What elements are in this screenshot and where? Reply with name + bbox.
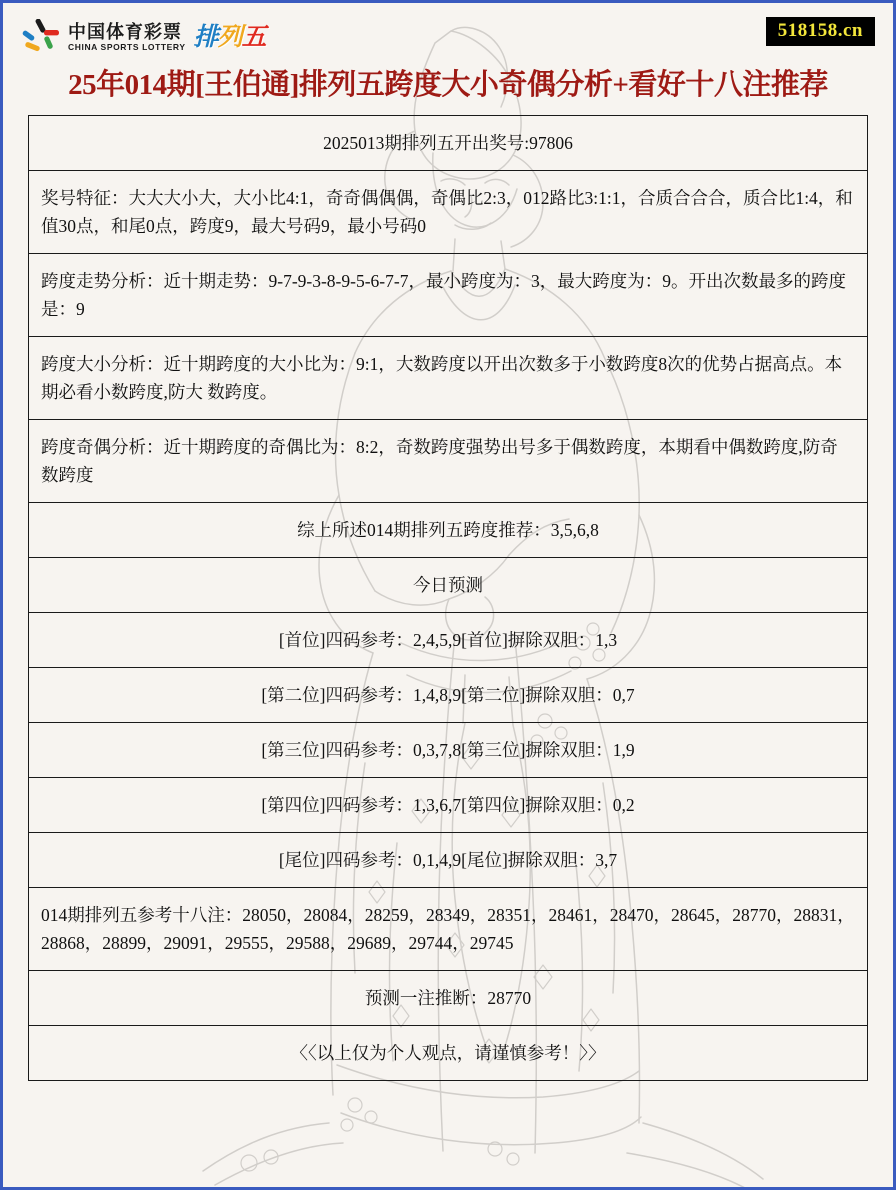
game-name-char-2: 列	[217, 23, 242, 51]
single-bet-prediction: 预测一注推断：28770	[29, 971, 868, 1026]
table-row	[29, 1026, 868, 1081]
position-3-prediction: [第三位]四码参考：0,3,7,8[第三位]摒除双胆：1,9	[29, 723, 868, 778]
analysis-table-body	[29, 116, 868, 1081]
position-5-prediction: [尾位]四码参考：0,1,4,9[尾位]摒除双胆：3,7	[29, 833, 868, 888]
table-row	[29, 668, 868, 723]
number-features: 奖号特征：大大大小大，大小比4:1，奇奇偶偶偶，奇偶比2:3，012路比3:1:1，合质合合合，质合比1:4，和值30点，和尾0点，跨度9，最大号码9，最小号码0	[29, 171, 868, 254]
span-bigsmall-analysis: 跨度大小分析：近十期跨度的大小比为：9:1，大数跨度以开出次数多于小数跨度8次的优势占据高点。本期必看小数跨度,防大 数跨度。	[29, 337, 868, 420]
table-row	[29, 723, 868, 778]
table-row	[29, 116, 868, 171]
today-prediction-heading: 今日预测	[29, 558, 868, 613]
page-title: 25年014期[王伯通]排列五跨度大小奇偶分析+看好十八注推荐	[68, 69, 828, 101]
china-sports-lottery-mark-icon	[21, 19, 61, 55]
position-2-prediction: [第二位]四码参考：1,4,8,9[第二位]摒除双胆：0,7	[29, 668, 868, 723]
table-row	[29, 558, 868, 613]
brand-name-en: CHINA SPORTS LOTTERY	[68, 41, 186, 52]
analysis-table	[28, 115, 868, 1081]
site-watermark-badge: 518158.cn	[766, 17, 875, 46]
disclaimer: 〈〈以上仅为个人观点，请谨慎参考！〉〉	[29, 1026, 868, 1081]
table-row	[29, 337, 868, 420]
table-row	[29, 171, 868, 254]
table-row	[29, 613, 868, 668]
position-4-prediction: [第四位]四码参考：1,3,6,7[第四位]摒除双胆：0,2	[29, 778, 868, 833]
span-oddeven-analysis: 跨度奇偶分析：近十期跨度的奇偶比为：8:2，奇数跨度强势出号多于偶数跨度，本期看中偶数跨度,防奇 数跨度	[29, 420, 868, 503]
table-row	[29, 971, 868, 1026]
span-recommendation: 综上所述014期排列五跨度推荐：3,5,6,8	[29, 503, 868, 558]
table-row	[29, 503, 868, 558]
brand-name-cn: 中国体育彩票	[68, 21, 182, 42]
brand-logo	[21, 15, 266, 59]
game-name-logo	[194, 22, 266, 52]
eighteen-bets-reference: 014期排列五参考十八注：28050，28084，28259，28349，28351，28461，28470，28645，28770，28831，28868，28899，29091，29555，29588，29689，29744，29745	[29, 888, 868, 971]
brand-wordmark	[68, 22, 186, 53]
game-name-char-1: 排	[193, 23, 218, 51]
table-row	[29, 420, 868, 503]
draw-result: 2025013期排列五开出奖号:97806	[29, 116, 868, 171]
table-row	[29, 778, 868, 833]
table-row	[29, 833, 868, 888]
table-row	[29, 888, 868, 971]
position-1-prediction: [首位]四码参考：2,4,5,9[首位]摒除双胆：1,3	[29, 613, 868, 668]
span-trend-analysis: 跨度走势分析：近十期走势：9-7-9-3-8-9-5-6-7-7，最小跨度为：3，最大跨度为：9。开出次数最多的跨度是：9	[29, 254, 868, 337]
site-header	[3, 3, 893, 63]
table-row	[29, 254, 868, 337]
game-name-char-3: 五	[241, 23, 266, 51]
